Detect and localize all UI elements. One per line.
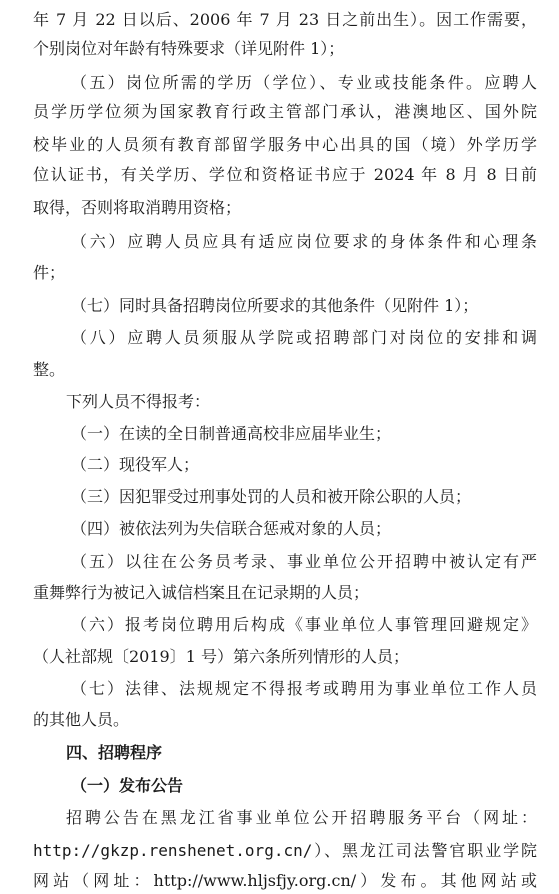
text-line-with-url: 网站（网址：http://www.hljsfjy.org.cn/）发布。其他网站或 — [33, 871, 537, 890]
text-line: 年 7 月 22 日以后、2006 年 7 月 23 日之前出生）。因工作需要， — [33, 10, 537, 29]
text-line-with-url: http://gkzp.renshenet.org.cn/）、黑龙江司法警官职业学院 — [33, 841, 537, 860]
text-line: （七）法律、法规规定不得报考或聘用为事业单位工作人员 — [71, 679, 537, 698]
text-line: 招聘公告在黑龙江省事业单位公开招聘服务平台（网址： — [66, 808, 537, 827]
text-line: （六）报考岗位聘用后构成《事业单位人事管理回避规定》 — [71, 615, 537, 634]
text-line: （四）被依法列为失信联合惩戒对象的人员； — [71, 519, 392, 538]
text-line: 的其他人员。 — [33, 710, 130, 729]
text-line: 件； — [33, 263, 66, 282]
subsection-heading: （一）发布公告 — [71, 776, 184, 795]
text-line: （五）以往在公务员考录、事业单位公开招聘中被认定有严 — [71, 552, 537, 571]
text-line: （八）应聘人员须服从学院或招聘部门对岗位的安排和调 — [71, 328, 537, 347]
text-line: （人社部规〔2019〕1 号）第六条所列情形的人员； — [33, 647, 409, 666]
text-line: 个别岗位对年龄有特殊要求（详见附件 1）； — [33, 39, 345, 58]
text-line: （一）在读的全日制普通高校非应届毕业生； — [71, 424, 392, 443]
text-line: （六）应聘人员应具有适应岗位要求的身体条件和心理条 — [71, 232, 537, 251]
text-line: 整。 — [33, 360, 66, 379]
text-line: 重舞弊行为被记入诚信档案且在记录期的人员； — [33, 583, 370, 602]
text-line: 下列人员不得报考： — [66, 392, 211, 411]
text-line: 位认证书，有关学历、学位和资格证书应于 2024 年 8 月 8 日前 — [33, 165, 537, 184]
text-line: 取得，否则将取消聘用资格； — [33, 198, 242, 217]
text-line: （七）同时具备招聘岗位所要求的其他条件（见附件 1）； — [71, 296, 479, 315]
text-line: 员学历学位须为国家教育行政主管部门承认，港澳地区、国外院 — [33, 102, 537, 121]
text-line: （二）现役军人； — [71, 455, 200, 474]
text-line: （三）因犯罪受过刑事处罚的人员和被开除公职的人员； — [71, 487, 472, 506]
text-line: （五）岗位所需的学历（学位）、专业或技能条件。应聘人 — [71, 73, 537, 92]
section-heading: 四、招聘程序 — [66, 743, 163, 762]
text-line: 校毕业的人员须有教育部留学服务中心出具的国（境）外学历学 — [33, 135, 537, 154]
